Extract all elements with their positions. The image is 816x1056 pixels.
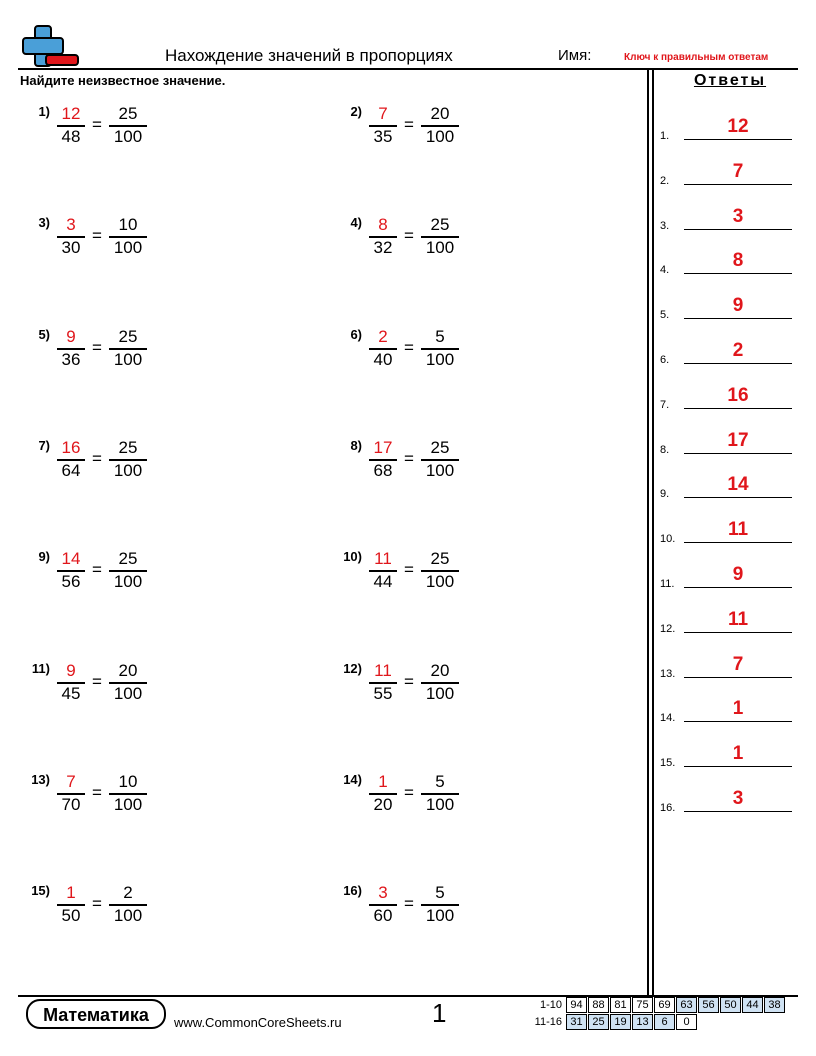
score-row-label: 11-16 [534,1016,562,1028]
answer-index: 2. [660,175,670,187]
problem-number: 3) [38,215,50,230]
numerator: 25 [430,549,450,568]
denominator: 70 [61,794,81,814]
answer-value: 11 [727,609,749,630]
answer-row [660,470,792,500]
answer-index: 14. [660,712,676,724]
answer-key-label: Ключ к правильным ответам [624,52,769,63]
answer-numerator: 7 [378,104,388,123]
answer-numerator: 3 [66,215,76,234]
answer-numerator: 17 [373,438,393,457]
equals-sign: = [404,226,414,245]
answer-value: 3 [732,206,744,227]
answer-index: 4. [660,264,670,276]
brand-badge: Математика [26,999,166,1029]
unknown-fraction [368,438,398,481]
header-divider [18,68,798,70]
known-fraction [108,438,148,481]
unknown-fraction [368,549,398,592]
known-fraction [108,327,148,370]
known-fraction [420,883,460,926]
denominator: 100 [113,571,143,591]
score-cell: 50 [720,997,741,1013]
denominator: 100 [425,683,455,703]
denominator: 68 [373,460,393,480]
problem-number: 16) [343,883,362,898]
unknown-fraction [56,104,86,147]
problem-number: 4) [350,215,362,230]
equals-sign: = [92,115,102,134]
answer-value: 9 [732,564,744,585]
answer-numerator: 14 [61,549,81,568]
answer-line [684,184,792,185]
unknown-fraction [56,327,86,370]
score-cell: 56 [698,997,719,1013]
score-cell: 31 [566,1014,587,1030]
answer-index: 15. [660,757,676,769]
answer-index: 1. [660,130,670,142]
equals-sign: = [92,226,102,245]
numerator: 2 [123,883,133,902]
problem-item [350,104,518,158]
equals-sign: = [404,560,414,579]
name-label: Имя: [558,47,592,64]
score-cell: 6 [654,1014,675,1030]
numerator: 10 [118,215,138,234]
score-cell: 0 [676,1014,697,1030]
answer-line [684,318,792,319]
answer-index: 5. [660,309,670,321]
denominator: 50 [61,905,81,925]
denominator: 100 [425,126,455,146]
answer-value: 14 [727,474,749,495]
answer-numerator: 2 [378,327,388,346]
numerator: 25 [118,549,138,568]
unknown-fraction [56,883,86,926]
problem-number: 13) [31,772,50,787]
known-fraction [420,215,460,258]
problem-item [38,438,206,492]
page-title: Нахождение значений в пропорциях [165,46,453,65]
denominator: 100 [113,460,143,480]
numerator: 25 [430,438,450,457]
equals-sign: = [92,449,102,468]
known-fraction [108,883,148,926]
equals-sign: = [404,338,414,357]
problem-number: 14) [343,772,362,787]
score-cell: 19 [610,1014,631,1030]
score-cell: 81 [610,997,631,1013]
answer-index: 13. [660,668,676,680]
problem-number: 11) [31,661,50,676]
score-cell: 25 [588,1014,609,1030]
answer-row [660,381,792,411]
instructions: Найдите неизвестное значение. [20,73,226,88]
unknown-fraction [368,883,398,926]
answer-row [660,426,792,456]
problem-number: 5) [38,327,50,342]
answer-value: 11 [727,519,749,540]
score-cell: 13 [632,1014,653,1030]
numerator: 25 [118,438,138,457]
answer-value: 7 [732,654,744,675]
denominator: 100 [113,349,143,369]
score-cell: 94 [566,997,587,1013]
score-cell: 88 [588,997,609,1013]
answer-value: 16 [727,385,749,406]
denominator: 100 [425,460,455,480]
denominator: 100 [425,349,455,369]
denominator: 35 [373,126,393,146]
answer-index: 10. [660,533,676,545]
answer-index: 9. [660,488,670,500]
unknown-fraction [368,104,398,147]
unknown-fraction [368,772,398,815]
numerator: 10 [118,772,138,791]
denominator: 60 [373,905,393,925]
answer-numerator: 8 [378,215,388,234]
answer-line [684,632,792,633]
numerator: 5 [435,327,445,346]
denominator: 55 [373,683,393,703]
answer-line [684,453,792,454]
score-cell: 63 [676,997,697,1013]
answer-index: 7. [660,399,670,411]
equals-sign: = [404,894,414,913]
known-fraction [420,104,460,147]
answer-row [660,605,792,635]
numerator: 20 [430,661,450,680]
answer-numerator: 1 [66,883,76,902]
score-cell: 38 [764,997,785,1013]
answer-value: 3 [732,788,744,809]
numerator: 25 [430,215,450,234]
denominator: 40 [373,349,393,369]
answer-index: 8. [660,444,670,456]
plus-minus-logo-icon [20,22,80,70]
answer-line [684,229,792,230]
problem-number: 9) [38,549,50,564]
denominator: 45 [61,683,81,703]
answer-row [660,784,792,814]
problem-number: 6) [350,327,362,342]
equals-sign: = [404,115,414,134]
known-fraction [108,661,148,704]
unknown-fraction [56,438,86,481]
equals-sign: = [404,783,414,802]
known-fraction [420,661,460,704]
problem-item [350,327,518,381]
denominator: 32 [373,237,393,257]
answer-row [660,157,792,187]
answers-title: Ответы [693,72,767,89]
numerator: 5 [435,772,445,791]
answer-line [684,408,792,409]
unknown-fraction [56,661,86,704]
denominator: 100 [113,905,143,925]
answer-line [684,273,792,274]
problem-number: 1) [38,104,50,119]
problem-item [31,883,206,937]
answer-row [660,246,792,276]
problem-item [31,772,206,826]
equals-sign: = [92,894,102,913]
denominator: 100 [425,905,455,925]
equals-sign: = [404,672,414,691]
answer-numerator: 1 [378,772,388,791]
unknown-fraction [368,327,398,370]
numerator: 25 [118,104,138,123]
column-divider [647,68,649,996]
column-divider [652,68,654,996]
known-fraction [108,104,148,147]
problem-item [31,661,206,715]
problem-number: 15) [31,883,50,898]
answer-line [684,811,792,812]
equals-sign: = [92,783,102,802]
known-fraction [420,549,460,592]
answer-value: 8 [732,250,744,271]
known-fraction [108,215,148,258]
equals-sign: = [92,672,102,691]
answer-value: 1 [732,698,744,719]
denominator: 100 [113,237,143,257]
unknown-fraction [56,215,86,258]
page-number: 1 [432,998,447,1028]
problem-number: 10) [343,549,362,564]
answer-line [684,542,792,543]
answer-row [660,112,792,142]
answer-numerator: 16 [61,438,81,457]
problem-number: 7) [38,438,50,453]
answer-value: 12 [727,116,749,137]
numerator: 20 [118,661,138,680]
answer-numerator: 11 [374,661,392,680]
denominator: 56 [61,571,81,591]
answer-row [660,202,792,232]
known-fraction [420,438,460,481]
problem-item [343,772,518,826]
numerator: 25 [118,327,138,346]
answer-index: 6. [660,354,670,366]
unknown-fraction [56,772,86,815]
problem-item [38,215,206,269]
problem-item [343,661,518,715]
answer-index: 11. [660,578,675,590]
answer-line [684,139,792,140]
problem-item [38,104,206,158]
problem-number: 8) [350,438,362,453]
score-row-label: 1-10 [539,999,562,1011]
answer-line [684,677,792,678]
problem-item [350,215,518,269]
unknown-fraction [368,661,398,704]
score-cell: 44 [742,997,763,1013]
answer-numerator: 7 [66,772,76,791]
answer-row [660,650,792,680]
answer-row [660,291,792,321]
unknown-fraction [368,215,398,258]
answer-row [660,560,792,590]
answer-line [684,363,792,364]
answer-value: 7 [732,161,744,182]
unknown-fraction [56,549,86,592]
problem-item [343,883,518,937]
problem-item [350,438,518,492]
denominator: 48 [61,126,81,146]
numerator: 5 [435,883,445,902]
equals-sign: = [92,560,102,579]
known-fraction [108,549,148,592]
answer-line [684,497,792,498]
answer-line [684,766,792,767]
answer-numerator: 9 [66,327,76,346]
denominator: 100 [425,237,455,257]
score-cell: 75 [632,997,653,1013]
answer-numerator: 12 [61,104,81,123]
denominator: 44 [373,571,393,591]
denominator: 100 [425,794,455,814]
denominator: 30 [61,237,81,257]
denominator: 100 [113,683,143,703]
answer-numerator: 3 [378,883,388,902]
denominator: 20 [373,794,393,814]
known-fraction [420,772,460,815]
site-url: www.CommonCoreSheets.ru [174,1015,342,1030]
answer-index: 16. [660,802,676,814]
equals-sign: = [404,449,414,468]
problem-item [38,549,206,603]
numerator: 20 [430,104,450,123]
score-cell: 69 [654,997,675,1013]
equals-sign: = [92,338,102,357]
denominator: 100 [425,571,455,591]
known-fraction [108,772,148,815]
problem-item [38,327,206,381]
answer-row [660,739,792,769]
problem-number: 2) [350,104,362,119]
answer-value: 1 [732,743,744,764]
answer-line [684,587,792,588]
answer-numerator: 11 [374,549,392,568]
answer-row [660,515,792,545]
answer-value: 17 [727,430,749,451]
answer-row [660,336,792,366]
answer-value: 2 [732,340,744,361]
answer-index: 12. [660,623,676,635]
problem-item [343,549,518,603]
answer-value: 9 [732,295,744,316]
problem-number: 12) [343,661,362,676]
denominator: 36 [61,349,81,369]
answer-line [684,721,792,722]
denominator: 64 [61,460,81,480]
answer-index: 3. [660,220,670,232]
answer-row [660,694,792,724]
known-fraction [420,327,460,370]
denominator: 100 [113,126,143,146]
answer-numerator: 9 [66,661,76,680]
denominator: 100 [113,794,143,814]
